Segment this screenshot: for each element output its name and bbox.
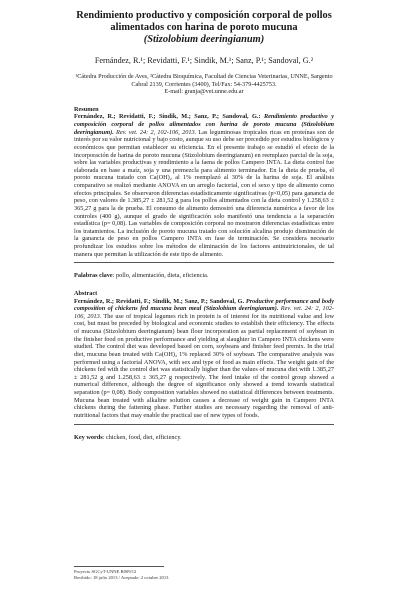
abstract-citation-title: Productive performance and body composition of chickens fed mucuna bean meal (Stizolobium deeringianum). xyxy=(74,297,334,313)
resumen-divider xyxy=(74,262,334,263)
resumen-heading: Resumen xyxy=(74,105,99,113)
key-words xyxy=(74,434,334,442)
abstract-paragraph xyxy=(74,298,334,420)
author-list: Fernández, R.¹; Revidatti, F.¹; Sindik, M.¹; Sanz, P.¹; Sandoval, G.² xyxy=(94,56,314,65)
resumen-paragraph xyxy=(74,113,334,258)
affiliation: ¹Cátedra Producción de Aves, ²Cátedra Bioquímica, Facultad de Ciencias Veterinarias, UNNE, Sargento Cabral 2139, Corrientes (3400), Tel/Fax: 54-379-4425753. xyxy=(75,73,333,88)
footer-dates: Recibido: 18 julio 2013 / Aceptado: 2 octubre 2013 xyxy=(74,575,169,580)
abstract-body: The use of tropical legumes rich in protein is of interest for its nutritional value and low cost, but must be preceded by biological and economic studies to establish their efficiency. The effects of mucuna (Stizolobium deeringianum) bean flour incorporation as partial replacement of soybean in the finisher food on productive performance and yielding at slaughter in Campero INTA chickens were studied. The control diet was developed based on corn, soybeans and finisher feed premix. In the trial diet, mucuna bean treated with Ca(OH)₂ 1% replaced 30% of soybean. The comparative analysis was performed using a factorial ANOVA, with sex and type of food as main effects. The weight gain of the chickens fed with the control diet was statistically higher than the values of mucuna diet with 1.385,27 ± 281,52 g and 1.258,63 ± 365,27 g respectively. The feed intake of the control group showed a numerical difference, although the degree of significance only showed a trend towards statistical separation (p= 0,08). Body composition variables showed no statistical differences between treatments. Mucuna bean treated with alkaline solution causes a decrease of weight gain in Campero INTA chickens during the fattening phase. Further studies are necessary regarding the removal of anti-nutritional factors that may enable the practical use of new types of foods. xyxy=(74,312,334,419)
abstract-divider xyxy=(74,424,334,425)
palabras-clave xyxy=(74,272,334,280)
abstract-heading: Abstract xyxy=(74,289,98,297)
key-words-label: Key words xyxy=(74,433,103,441)
resumen-citation-authors: Fernández, R.; Revidatti, F.; Sindik, M.; Sanz, P.; Sandoval, G.: xyxy=(74,113,261,121)
contact-email: E-mail: granja@vet.unne.edu.ar xyxy=(164,88,244,96)
palabras-clave-text: : pollo, alimentación, dieta, eficiencia. xyxy=(112,272,209,280)
title-line-3: (Stizolobium deeringianum) xyxy=(143,34,265,45)
footer-rule xyxy=(74,566,164,567)
palabras-clave-label: Palabras clave xyxy=(74,272,113,280)
article-title xyxy=(56,10,352,46)
footer-project: Proyecto SGCyT-UNNE B009/12 xyxy=(74,569,137,574)
resumen-citation-title: Rendimiento productivo y composición corporal de pollos alimentados con harina de poroto mucuna (Stizolobium deeringianum). xyxy=(74,113,334,136)
title-line-2: alimentados con harina de poroto mucuna xyxy=(110,22,298,33)
resumen-body: Las leguminosas tropicales ricas en proteínas son de interés por su valor nutricional y bajo costo, aunque su uso debe ser precedido por estudios biológicos y económicos que permitan establecer su eficiencia. En el presente trabajo se estudió el efecto de la incorporación de harina de poroto mucuna (Stizolobium deeringianum) en reemplazo parcial de la soja, sobre las variables productivas y rendimiento a la faena de pollos Campero INTA. La dieta control fue elaborada en base a maíz, soja y una premezcla para alimento terminador. En la dieta de prueba, el poroto mucuna tratado con Ca(OH)₂ al 1% reemplazó al 30% de la harina de soja. El análisis comparativo se realizó mediante ANOVA en un arreglo factorial, con el sexo y tipo de alimento como efectos principales. Se observaron diferencias estadísticamente significativas (p<0,05) para ganancia de peso, con valores de 1.385,27 ± 281,52 g para los pollos alimentados con la dieta control y 1.258,63 ± 365,27 g para la de prueba. El consumo de alimento demostró una diferencia numérica a favor de los controles (400 g), aunque el grado de significación solo manifestó una tendencia a la separación estadística (p= 0,08). Las variables de composición corporal no mostraron diferencias estadísticas entre los tratamientos. La inclusión de poroto mucuna tratado con solución alcalina produjo disminución de la ganancia de peso en pollos Campero INTA en fase de terminación. Se considera necesario profundizar los estudios sobre los métodos de eliminación de los factores antinutricionales, de tal manera que permitan la utilización de este tipo de alimento. xyxy=(74,128,334,258)
page-footer xyxy=(74,566,334,581)
title-line-1: Rendimiento productivo y composición corporal de pollos xyxy=(76,10,332,21)
resumen-citation-ref: Rev. vet. 24: 2, 102-106, 2013. xyxy=(113,128,197,136)
abstract-citation-authors: Fernández, R.; Revidatti, F.; Sindik, M.; Sanz, P.; Sandoval, G. xyxy=(74,297,245,305)
abstract-citation-ref: Rev. vet. 24: 2, 102-106, 2013. xyxy=(74,305,334,320)
key-words-text: : chicken, food, diet, efficiency. xyxy=(102,433,182,441)
